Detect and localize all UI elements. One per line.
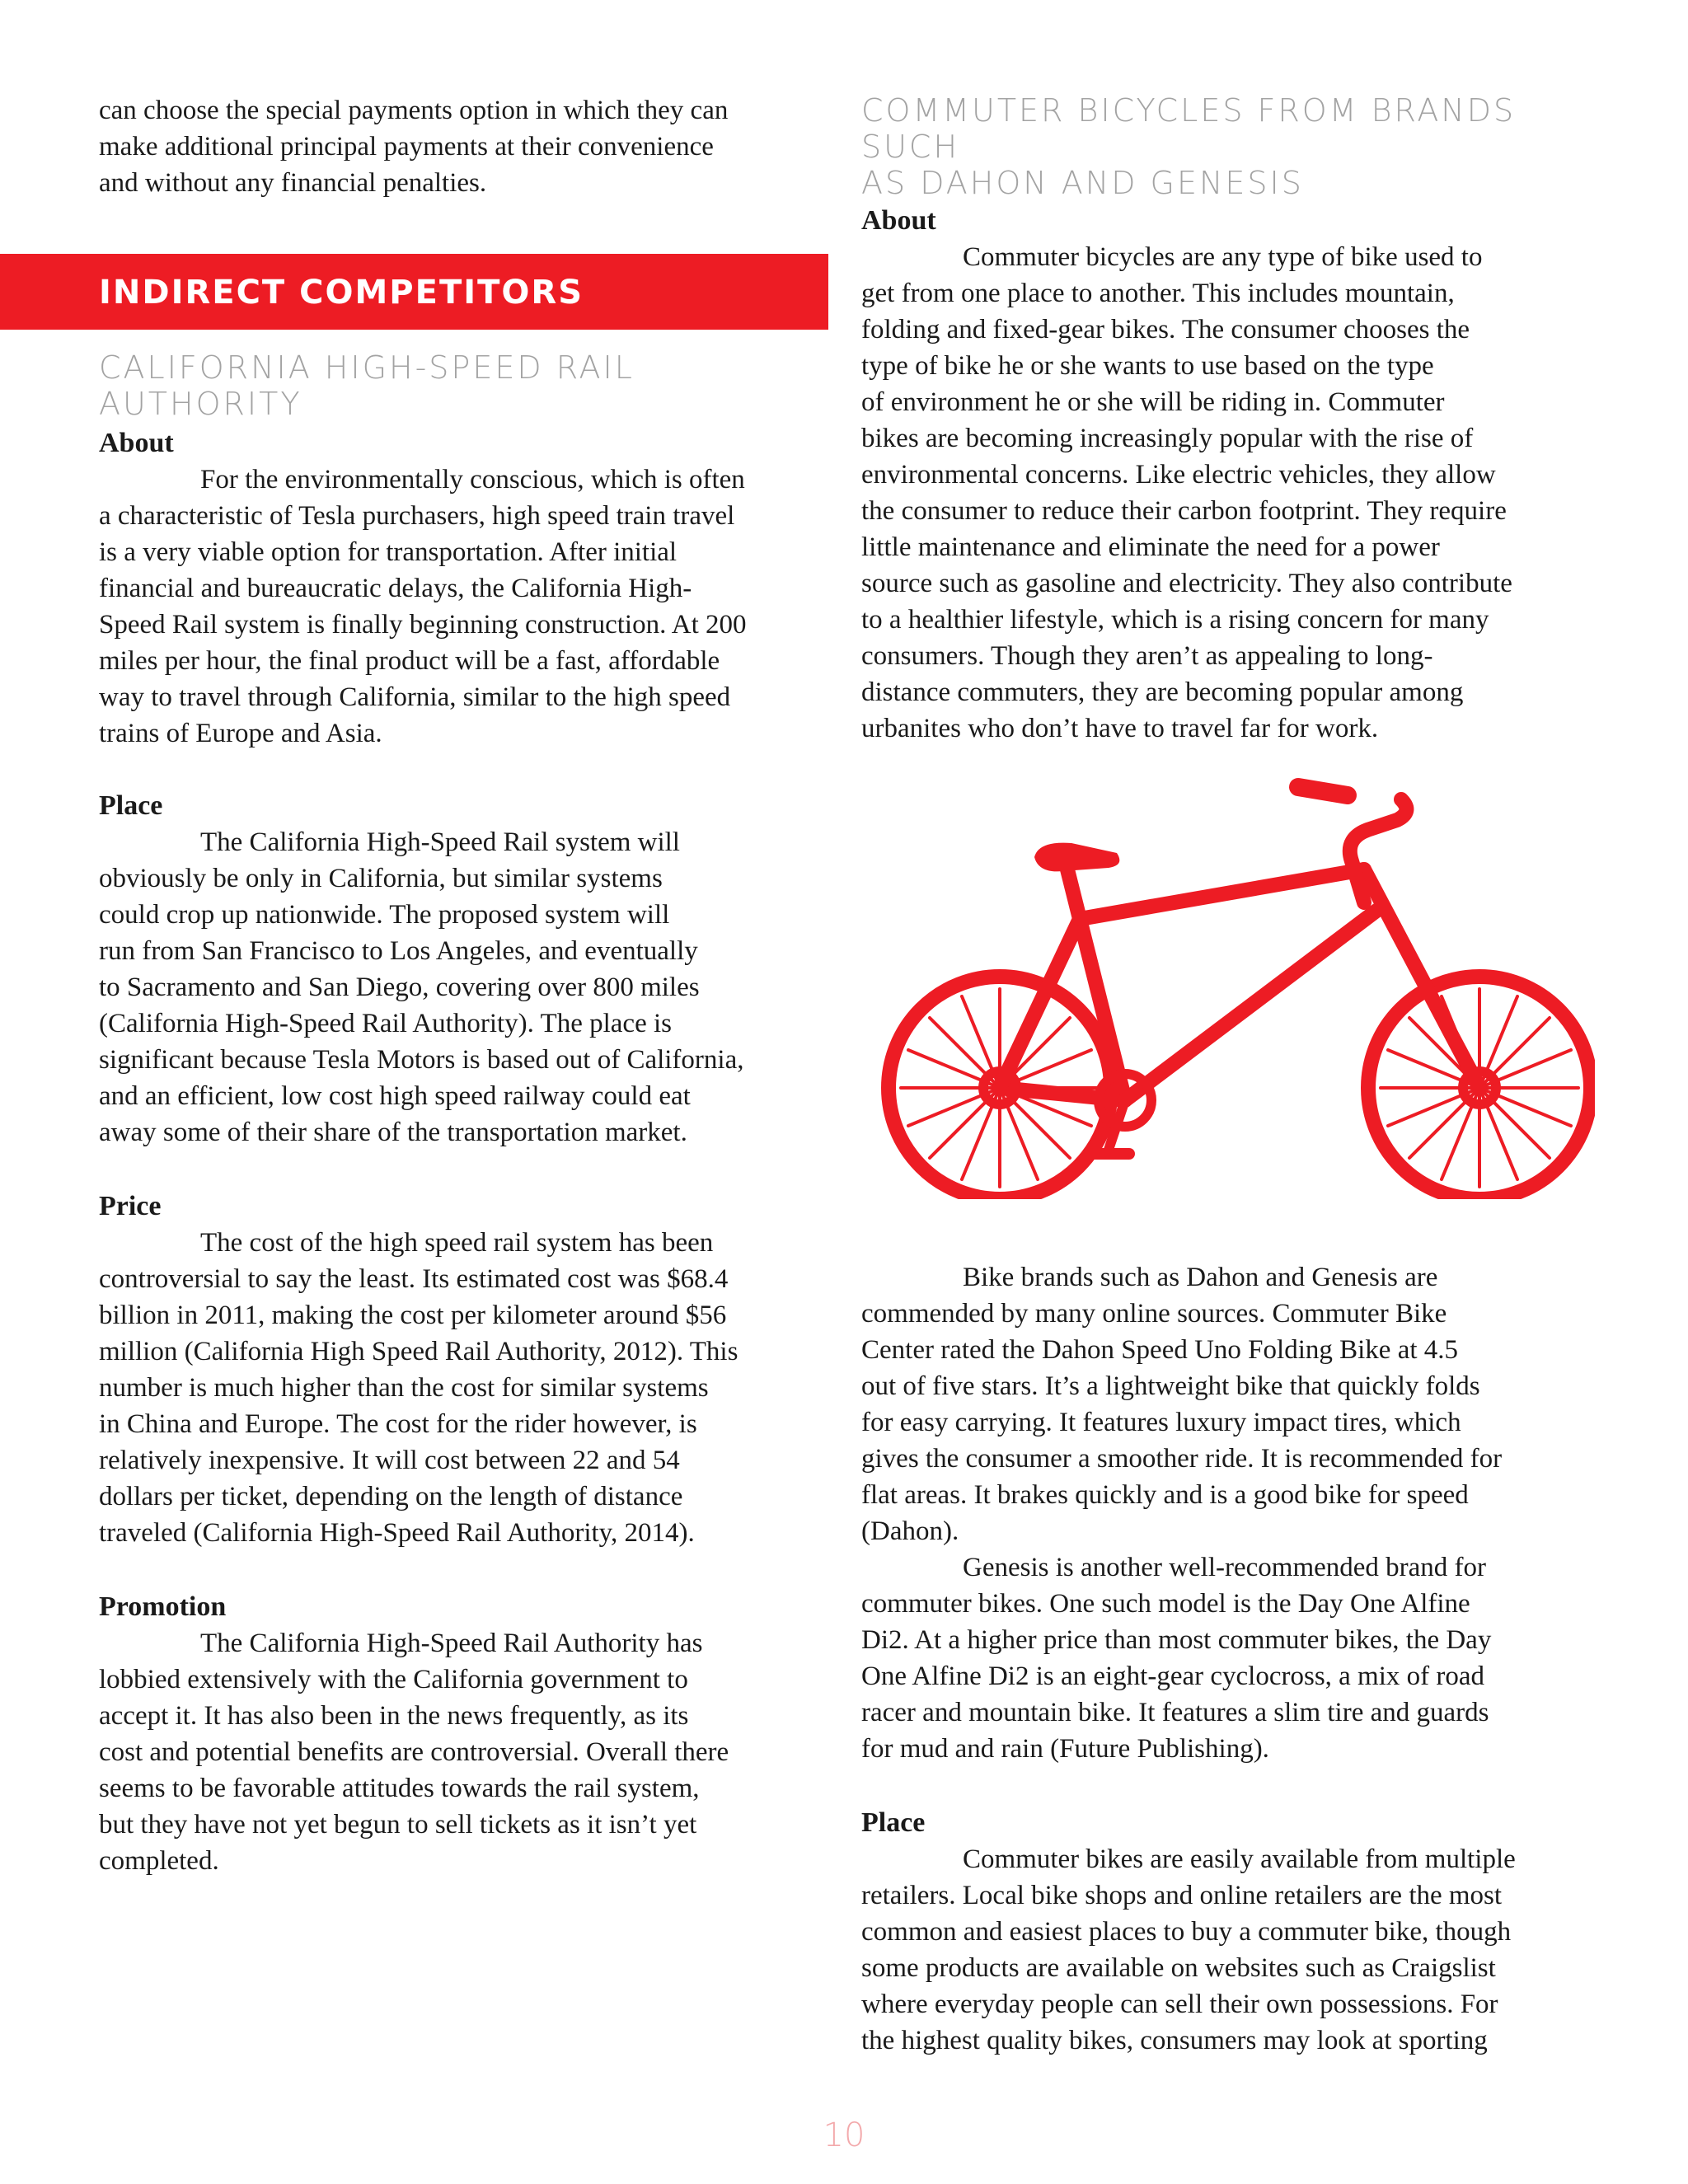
bikes-brands-text: Bike brands such as Dahon and Genesis are commended by many online sources. Commuter Bike Center rated the Dahon Speed Uno Folding Bike at 4.5 out of five stars. It’s a lightweight bike that quickly folds for easy carrying. It features luxury impact tires, which gives the consumer a smoother ride. It is recommended for flat areas. It brakes quickly and is a good bike for speed (Dahon).	[861, 1263, 1503, 1546]
bicycle-icon	[870, 771, 1595, 1199]
rail-price-text: The cost of the high speed rail system has been controversial to say the least. Its estimated cost was $68.4 billion in 2011, making the cost per kilometer around $56 million (California High Speed Rail Authority, 2012). This number is much higher than the cost for similar systems in China and Europe. The cost for the rider however, is relatively inexpensive. It will cost between 22 and 54 dollars per ticket, depending on the length of distance traveled (California High-Speed Rail Authority, 2014).	[99, 1228, 738, 1548]
rail-authority-title: CALIFORNIA HIGH-SPEED RAIL AUTHORITY	[99, 349, 635, 422]
rail-about-text: For the environmentally conscious, which is often a characteristic of Tesla purchasers, high speed train travel is a very viable option for transportation. After initial financial and bureaucratic delays, the California High- Speed Rail system is finally beginning construction. At 200 miles per hour, the final product will be a fast, affordable way to travel through California, similar to the high speed trains of Europe and Asia.	[99, 465, 747, 748]
section-banner-title: INDIRECT COMPETITORS	[99, 274, 584, 312]
rail-place-heading: Place	[99, 790, 163, 821]
rail-place-text: The California High-Speed Rail system will obviously be only in California, but similar systems could crop up nationwide. The proposed system will run from San Francisco to Los Angeles, and eventually to Sacramento and San Diego, covering over 800 miles (California High-Speed Rail Authority). The place is significant because Tesla Motors is based out of California, and an efficient, low cost high speed railway could eat away some of their share of the transportation market.	[99, 827, 744, 1147]
bikes-place-heading: Place	[861, 1807, 926, 1838]
intro-paragraph: can choose the special payments option in which they can make additional principal payments at their convenience and without any financial penalties.	[99, 96, 729, 198]
bikes-about-text: Commuter bicycles are any type of bike used to get from one place to another. This includes mountain, folding and fixed-gear bikes. The consumer chooses the type of bike he or she wants to use based on the type of environment he or she will be riding in. Commuter bikes are becoming increasingly popular with the rise of environmental concerns. Like electric vehicles, they allow the consumer to reduce their carbon footprint. They require little maintenance and eliminate the need for a power source such as gasoline and electricity. They also contribute to a healthier lifestyle, which is a rising concern for many consumers. Though they aren’t as appealing to long- distance commuters, they are becoming popular among urbanites who don’t have to travel far for work.	[861, 242, 1512, 743]
commuter-bikes-title: COMMUTER BICYCLES FROM BRANDS SUCH AS DAHON AND GENESIS	[861, 92, 1517, 201]
page-number: 10	[823, 2116, 865, 2154]
bikes-about-heading: About	[861, 205, 936, 236]
bikes-genesis-text: Genesis is another well-recommended brand for commuter bikes. One such model is the Day One Alfine Di2. At a higher price than most commuter bikes, the Day One Alfine Di2 is an eight-gear cyclocross, a mix of road racer and mountain bike. It features a slim tire and guards for mud and rain (Future Publishing).	[861, 1553, 1492, 1764]
rail-promotion-text: The California High-Speed Rail Authority has lobbied extensively with the California government to accept it. It has also been in the news frequently, as its cost and potential benefits are controversial. Overall there seems to be favorable attitudes towards the rail system, but they have not yet begun to sell tickets as it isn’t yet completed.	[99, 1629, 729, 1876]
rail-about-heading: About	[99, 428, 174, 458]
rail-price-heading: Price	[99, 1191, 162, 1221]
bikes-place-text: Commuter bikes are easily available from multiple retailers. Local bike shops and online retailers are the most common and easiest places to buy a commuter bike, though some products are available on websites such as Craigslist where everyday people can sell their own possessions. For the highest quality bikes, consumers may look at sporting	[861, 1844, 1516, 2055]
rail-promotion-heading: Promotion	[99, 1591, 227, 1622]
